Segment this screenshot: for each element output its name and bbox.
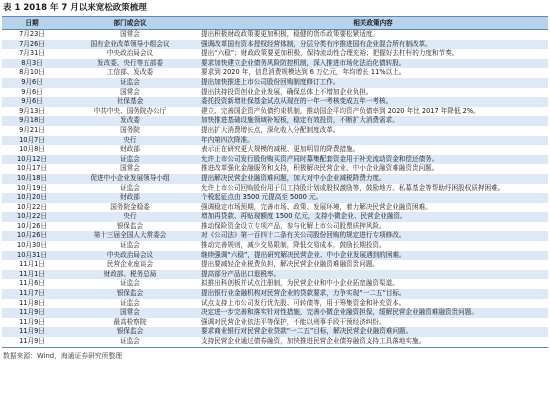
column-header-content: 相关政策内容 <box>198 17 548 30</box>
cell-content: 推进改革强化金融服务和支持，积极解决民营企业、中小企业融资难融资贵问题。 <box>201 164 439 173</box>
cell-date: 9月6日 <box>21 87 43 96</box>
cell-date: 7月26日 <box>19 39 45 48</box>
table-row <box>2 78 548 88</box>
cell-date: 10月18日 <box>17 173 47 182</box>
cell-date: 7月31日 <box>19 49 45 58</box>
cell-content: 提出“六稳”；财政政策要更加积极，保持流动性合理充裕；把握好去杠杆的力度和节奏。 <box>201 49 459 58</box>
table-row <box>2 251 548 261</box>
table-body <box>2 30 548 348</box>
cell-date: 11月9日 <box>19 327 45 336</box>
cell-date: 10月26日 <box>17 221 47 230</box>
cell-content: 提出解决民营企业融资难问题，加大对中小企业减税降费力度。 <box>201 173 386 182</box>
cell-date: 11月6日 <box>19 279 45 288</box>
table-row <box>2 231 548 241</box>
cell-department: 国常会 <box>120 164 140 173</box>
cell-content: 提出扶持投资创业企业发展，确保总体上不增加企业负担。 <box>201 87 373 96</box>
cell-content: 推动保险资金设立专项产品，参与化解上市公司股票质押风险。 <box>201 221 386 230</box>
table-row <box>2 164 548 174</box>
cell-content: 提出要减轻企业税费负担，解决民营企业融资难融资贵问题。 <box>201 260 380 269</box>
cell-content: 提出银行业金融机构对民营企业的贷款要求，力争实现“一二五”目标。 <box>201 289 406 298</box>
cell-content: 建立、完善国企资产负债约束机制，推动国企平均资产负债率到 2020 年比 2017 年降低 2%。 <box>201 106 480 115</box>
cell-date: 10月30日 <box>17 241 47 250</box>
table-row <box>2 116 548 126</box>
cell-department: 财政部、税务总局 <box>103 269 157 278</box>
cell-date: 10月8日 <box>19 145 45 154</box>
source-note: 数据来源：Wind，海通证券研究所整理 <box>3 351 123 360</box>
table-row <box>2 49 548 59</box>
cell-department: 证监会 <box>120 154 140 163</box>
cell-department: 证监会 <box>120 183 140 192</box>
cell-department: 国常会 <box>120 30 140 38</box>
table-row <box>2 30 548 40</box>
cell-date: 8月10日 <box>19 68 45 77</box>
table-row <box>2 203 548 213</box>
cell-content: 要求商业银行对民营企业贷款“一二五”目标，解决民营企业融资难问题。 <box>201 327 413 336</box>
cell-content: 试点支持上市公司发行优先股、可转债等，用于筹集资金和补充资本。 <box>201 298 406 307</box>
table-row <box>2 337 548 347</box>
cell-department: 发改委、央行等五部委 <box>97 58 163 67</box>
cell-date: 10月22日 <box>17 202 47 211</box>
table-row <box>2 184 548 194</box>
cell-department: 财政部 <box>120 193 140 202</box>
table-row <box>2 241 548 251</box>
cell-content: 强调对民营企业依法平等保护，不能以刑事手段干预经济纠纷。 <box>201 317 386 326</box>
cell-department: 中共中央、国务院办公厅 <box>93 106 167 115</box>
cell-content: 决定进一步完善和落实针对性措施，完善小微企业融资担保，缓解民营企业融资难融资贵问题。 <box>201 308 478 317</box>
table-row <box>2 59 548 69</box>
cell-date: 9月6日 <box>21 77 43 86</box>
cell-department: 证监会 <box>120 241 140 250</box>
cell-department: 最高检察院 <box>113 317 147 326</box>
cell-department: 第十三届全国人大常委会 <box>93 231 167 240</box>
cell-date: 10月19日 <box>17 183 47 192</box>
document-page <box>0 1 550 418</box>
cell-department: 证监会 <box>120 77 140 86</box>
table-row <box>2 40 548 50</box>
cell-date: 10月7日 <box>19 135 45 144</box>
cell-date: 9月6日 <box>21 97 43 106</box>
cell-content: 对《公司法》第一百四十二条有关公司股份回购的规定进行专项修改。 <box>201 231 406 240</box>
cell-department: 国常会 <box>120 308 140 317</box>
table-header-row <box>2 17 548 30</box>
table-row <box>2 279 548 289</box>
table-row <box>2 260 548 270</box>
table-row <box>2 193 548 203</box>
table-row <box>2 318 548 328</box>
table-row <box>2 145 548 155</box>
cell-content: 委托投资新增社保基金试点从现在的一年一考核变成五年一考核。 <box>201 97 393 106</box>
cell-date: 11月1日 <box>19 269 45 278</box>
cell-department: 财政部 <box>120 145 140 154</box>
policy-table <box>2 16 548 348</box>
cell-department: 促进中小企业发展领导小组 <box>90 173 170 182</box>
cell-department: 国务院 <box>120 125 140 134</box>
cell-content: 增加再贷款、再贴现额度 1500 亿元，支持小微企业、民营企业融资。 <box>201 212 407 221</box>
cell-date: 10月17日 <box>17 164 47 173</box>
cell-department: 银保监会 <box>116 221 144 230</box>
cell-content: 支持民营企业通过债券融资，加快推进民营企业债券融资支持工具落地实施。 <box>198 337 548 347</box>
cell-content: 继续强调“六稳”，提出研究解决民营企业、中小企业发展遇到的困难。 <box>201 250 406 259</box>
column-header-date: 日期 <box>2 17 62 30</box>
table-row <box>2 107 548 117</box>
cell-date: 11月8日 <box>19 298 45 307</box>
cell-department: 央行 <box>123 135 137 144</box>
table-row <box>2 97 548 107</box>
cell-department: 证监会 <box>120 279 140 288</box>
table-row <box>2 212 548 222</box>
cell-date: 8月3日 <box>21 58 43 67</box>
cell-date: 10月12日 <box>17 154 47 163</box>
table-row <box>2 222 548 232</box>
cell-department: 工信部、发改委 <box>106 68 154 77</box>
cell-date: 9月21日 <box>19 125 45 134</box>
cell-content: 要求到 2020 年，信息消费规模达到 6 万亿元，年均增长 11%以上。 <box>201 68 406 77</box>
cell-date: 11月9日 <box>2 337 62 347</box>
cell-date: 11月9日 <box>19 308 45 317</box>
cell-content: 允许上市公司发行股份购买资产同时募集配套资金用于补充流动资金和偿还债务。 <box>201 154 439 163</box>
cell-content: 年内第四次降准。 <box>201 135 254 144</box>
cell-content: 提高部分产品出口退税率。 <box>201 269 281 278</box>
cell-date: 10月20日 <box>17 193 47 202</box>
cell-content: 推动完善规则，减少交易限制，降低交易成本，鼓励长期投资。 <box>201 241 386 250</box>
cell-content: 个税起征点由 3500 元提高至 5000 元。 <box>201 193 323 202</box>
table-row <box>2 289 548 299</box>
cell-content: 强调稳定市场预期，完善市场、政策、发展环境，着力解决民营企业融资困难。 <box>201 202 432 211</box>
cell-department: 证监会 <box>120 298 140 307</box>
table-row <box>2 68 548 78</box>
cell-date: 10月22日 <box>17 212 47 221</box>
table-row <box>2 270 548 280</box>
cell-department: 证监会 <box>62 337 198 347</box>
cell-date: 9月18日 <box>19 116 45 125</box>
table-row <box>2 308 548 318</box>
cell-date: 10月26日 <box>17 231 47 240</box>
cell-department: 国常会 <box>120 87 140 96</box>
table-row <box>2 155 548 165</box>
cell-department: 发改委 <box>120 116 140 125</box>
table-row <box>2 126 548 136</box>
cell-content: 表示正在研究更大规模的减税、更加明显的降费措施。 <box>201 145 360 154</box>
cell-date: 10月31日 <box>17 250 47 259</box>
cell-content: 提出加快推进上市公司股份回购制度修订工作。 <box>201 77 340 86</box>
table-row <box>2 299 548 309</box>
cell-content: 拟推出科创板并试点注册制，为民营企业和中小企业拓宽融资渠道。 <box>201 279 399 288</box>
cell-content: 提出扩大消费增长点，深化收入分配制度改革。 <box>201 125 340 134</box>
cell-content: 要求加快建立企业债务风险防控机制，深入推进市场化法治化债转股。 <box>201 58 406 67</box>
cell-department: 银保监会 <box>116 327 144 336</box>
cell-department: 社保基金 <box>116 97 144 106</box>
cell-content: 强调改革国有资本授权经营体制，分层分类有序推进国有企业混合所有制改革。 <box>201 39 432 48</box>
cell-date: 11月1日 <box>19 260 45 269</box>
cell-date: 7月23日 <box>19 30 45 38</box>
cell-department: 中央政治局会议 <box>106 49 154 58</box>
cell-department: 国有企业改革领导小组会议 <box>90 39 170 48</box>
table-row <box>2 88 548 98</box>
cell-date: 9月13日 <box>19 106 45 115</box>
table-row <box>2 174 548 184</box>
cell-date: 11月9日 <box>19 317 45 326</box>
cell-date: 11月7日 <box>19 289 45 298</box>
table-row <box>2 327 548 337</box>
cell-content: 提出积极财政政策要更加积极，稳健的货币政策要松紧适度。 <box>201 30 380 38</box>
cell-department: 国务院金稳委 <box>110 202 150 211</box>
column-header-department: 部门或会议 <box>62 17 198 30</box>
cell-content: 允许上市公司回购股份用于员工持股计划或股权激励等，鼓励地方、私募基金等帮助纾困股权质押困难。 <box>201 183 505 192</box>
cell-department: 央行 <box>123 212 137 221</box>
cell-content: 加快推进基础设施领域补短板，稳定有效投资，不断扩大消费需求。 <box>201 116 399 125</box>
cell-department: 中央政治局会议 <box>106 250 154 259</box>
cell-department: 银保监会 <box>116 289 144 298</box>
cell-department: 民营企业座谈会 <box>106 260 154 269</box>
table-title: 表 1 2018 年 7 月以来宽松政策梳理 <box>3 3 147 13</box>
table-row <box>2 136 548 146</box>
